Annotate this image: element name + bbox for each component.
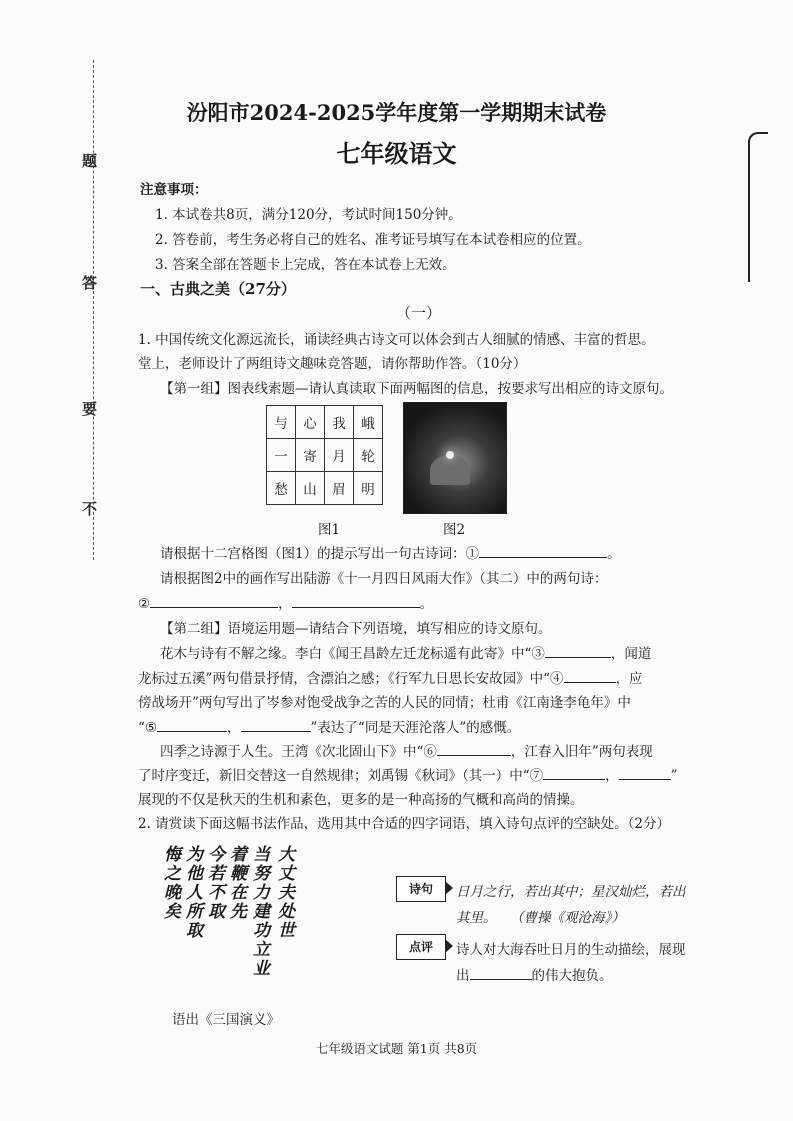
comment-label: 点评 [396, 934, 446, 960]
answer-blank[interactable] [437, 743, 511, 756]
prompt-1-end: 。 [607, 546, 621, 562]
text: ，闻道 [610, 646, 652, 662]
para-line: 傍战场开”两句写出了岑参对饱受战争之苦的人民的同情；杜甫《江南逢李龟年》中 [138, 695, 631, 711]
section-heading: 一、古典之美（27分） [140, 280, 296, 298]
fig1-caption: 图1 [318, 522, 341, 538]
text: ” [670, 768, 678, 784]
answer-blank[interactable] [470, 967, 532, 980]
answer-blank[interactable] [292, 595, 420, 608]
comma: ， [278, 596, 292, 612]
poem-line: 日月之行，若出其中；星汉灿烂，若出 [456, 884, 686, 900]
answer-blank[interactable] [150, 595, 278, 608]
grid-cell: 月 [325, 439, 354, 472]
grid-cell: 轮 [354, 439, 383, 472]
poem-line: 其里。 （曹操《观沧海》） [456, 910, 625, 926]
grid-cell: 与 [267, 406, 296, 439]
comment-line [456, 964, 613, 984]
notice-item: 2. 答卷前，考生务必将自己的姓名、准考证号填写在本试卷相应的位置。 [155, 232, 591, 248]
para-line [138, 667, 643, 687]
para-line: 展现的不仅是秋天的生机和素色，更多的是一种高扬的气概和高尚的情操。 [138, 792, 584, 808]
calligraphy-column: 今若不取 [204, 845, 224, 921]
fig2-caption: 图2 [443, 522, 466, 538]
answer-number: ② [138, 596, 151, 612]
q1-text-line1: 1. 中国传统文化源远流长，诵读经典古诗文可以体会到古人细腻的情感、丰富的哲思。 [138, 332, 655, 348]
q1-group1-heading: 【第一组】图表线索题—请认真读取下面两幅图的信息，按要求写出相应的诗文原句。 [160, 381, 673, 397]
prompt-1 [160, 542, 621, 562]
answer-blank[interactable] [543, 767, 605, 780]
answer-blank[interactable] [619, 767, 671, 780]
binding-char: 题 [82, 152, 98, 170]
text: 的伟大抱负。 [531, 968, 613, 984]
q1-text-line2: 堂上，老师设计了两组诗文趣味竞答题，请你帮助作答。（10分） [138, 356, 527, 372]
calligraphy-column: 悔之晚矣 [160, 845, 180, 921]
painting-figure [403, 402, 507, 514]
grid-cell: 心 [296, 406, 325, 439]
text: ，江春入旧年”两句表现 [510, 744, 653, 760]
text: 龙标过五溪”两句借景抒情，含漂泊之感；《行军九日思长安故园》中“④ [138, 671, 564, 687]
poem-label: 诗句 [396, 876, 446, 902]
answer-blank[interactable] [241, 719, 311, 732]
q2-text: 2. 请赏读下面这幅书法作品，选用其中合适的四字词语，填入诗句点评的空缺处。（2分） [138, 816, 671, 832]
binding-char: 不 [82, 500, 98, 518]
lamp-light-shape [446, 451, 454, 459]
text: ，应 [615, 671, 643, 687]
text: 出 [456, 968, 470, 984]
grid-cell: 我 [325, 406, 354, 439]
prompt-2-answer [138, 592, 433, 612]
prompt-2: 请根据图2中的画作写出陆游《十一月四日风雨大作》（其二）中的两句诗： [160, 571, 608, 587]
answer-blank[interactable] [545, 645, 611, 658]
grid-cell: 愁 [267, 472, 296, 505]
notice-heading: 注意事项： [140, 182, 208, 198]
text: 了时序变迁，新旧交替这一自然规律；刘禹锡《秋词》（其一）中“⑦ [138, 768, 544, 784]
exam-subtitle: 七年级语文 [336, 139, 457, 168]
calligraphy-column: 为他人所取 [182, 845, 202, 940]
arrow-icon [445, 939, 453, 953]
calligraphy-column: 当努力建功立业 [249, 845, 269, 978]
grid-cell: 明 [354, 472, 383, 505]
comment-line: 诗人对大海吞吐日月的生动描绘，展现 [456, 942, 686, 958]
comma: ， [227, 720, 241, 736]
grid-cell: 山 [296, 472, 325, 505]
sleeping-figure-shape [430, 455, 470, 485]
answer-blank[interactable] [564, 670, 616, 683]
twelve-grid-figure [266, 405, 383, 505]
part-heading: （一） [396, 304, 442, 322]
text: 四季之诗源于人生。王湾《次北固山下》中“⑥ [160, 744, 437, 760]
exam-title: 汾阳市2024-2025学年度第一学期期末试卷 [186, 100, 607, 125]
para-line [160, 740, 653, 760]
binding-char: 答 [82, 274, 98, 292]
page-footer: 七年级语文试题 第1页 共8页 [315, 1041, 478, 1056]
para-line [138, 764, 678, 784]
period: 。 [419, 596, 434, 612]
text: ”表达了“同是天涯沦落人”的感慨。 [310, 720, 521, 736]
answer-blank[interactable] [157, 719, 227, 732]
text: 花木与诗有不解之缘。李白《闻王昌龄左迁龙标遥有此寄》中“③ [160, 646, 545, 662]
q1-group2-heading: 【第二组】语境运用题—请结合下列语境，填写相应的诗文原句。 [160, 621, 552, 637]
grid-cell: 一 [267, 439, 296, 472]
answer-blank[interactable] [479, 545, 607, 558]
arrow-icon [445, 881, 453, 895]
notice-item: 3. 答案全部在答题卡上完成，答在本试卷上无效。 [155, 257, 456, 273]
calligraphy-column: 大丈夫处世 [274, 845, 294, 940]
prompt-1-text: 请根据十二宫格图（图1）的提示写出一句古诗词：① [160, 546, 480, 562]
comma: ， [605, 768, 619, 784]
para-line [160, 642, 651, 662]
binding-char: 要 [82, 400, 98, 418]
grid-cell: 峨 [354, 406, 383, 439]
notice-item: 1. 本试卷共8页，满分120分，考试时间150分钟。 [155, 207, 462, 223]
calligraphy-column: 着鞭在先 [226, 845, 246, 921]
para-line [138, 716, 520, 736]
text: “⑤ [138, 720, 158, 736]
grid-cell: 寄 [296, 439, 325, 472]
grid-cell: 眉 [325, 472, 354, 505]
calligraphy-source: 语出《三国演义》 [172, 1012, 280, 1028]
